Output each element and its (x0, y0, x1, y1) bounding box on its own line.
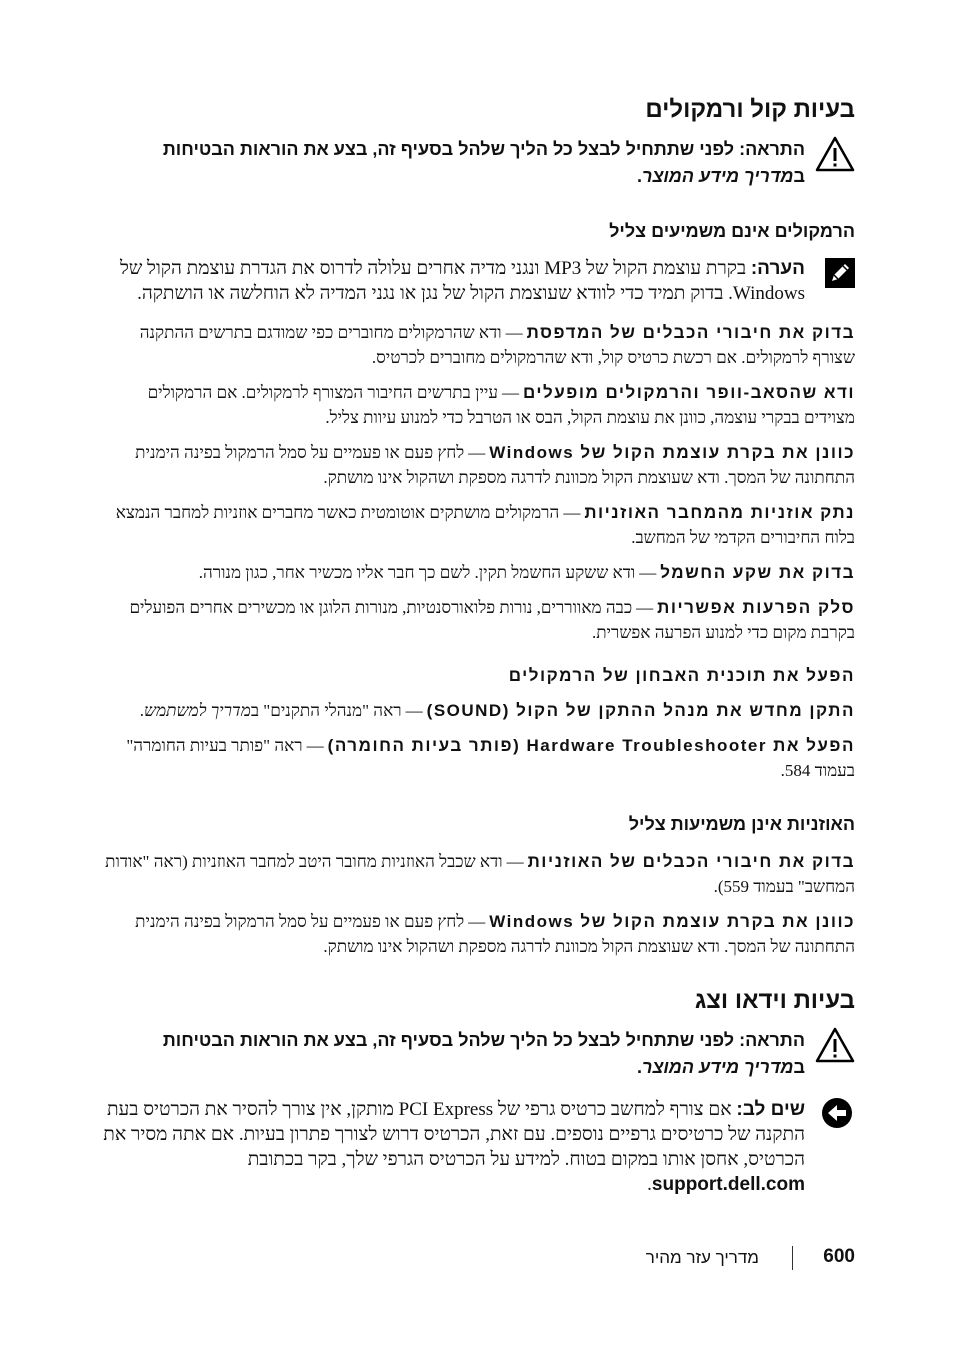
caution-label: שים לב: (736, 1099, 805, 1120)
section-title-audio: בעיות קול ורמקולים (645, 96, 855, 123)
list-item: בדוק את חיבורי הכבלים של המדפסת—ודא שהרמקולים מחוברים כפי שמודגם בתרשים ההתקנה שצורף לרמקולים. אם רכשת כרטיס קול, ודא שהרמקולים מחוברים לכרטיס. (139, 323, 855, 367)
page-footer (95, 1246, 855, 1274)
warning-text: התראה: לפני שתתחיל לבצל כל הליך שלהל בסעיף זה, בצע את הוראות הבטיחות (162, 1030, 805, 1050)
list-item: כוונן את בקרת עוצמת הקול של Windows—לחץ פעם או פעמיים על סמל הרמקול בפינה הימנית התחתונה של המסך. ודא שעוצמת הקול מכוונת לדרגה מספקת ושהקול אינו מושתק. (135, 443, 855, 487)
product-info-guide-ref: מדריך מידע המוצר (642, 166, 794, 186)
section-title-video: בעיות וידאו וצג (694, 987, 855, 1014)
list-item: בדוק את שקע החשמל—ודא ששקע החשמל תקין. לשם כך חבר אליו מכשיר אחר, כגון מנורה. (198, 563, 855, 582)
page-number: 600 (823, 1246, 855, 1267)
product-info-guide-ref: מדריך מידע המוצר (642, 1057, 794, 1077)
warning-notice-video: התראה: לפני שתתחיל לבצל כל הליך שלהל בסעיף זה, בצע את הוראות הבטיחות במדריך מידע המוצר. (95, 1027, 805, 1081)
caution-text: אם צורף למחשב כרטיס גרפי של PCI Express מותקן, אין צורך להסיר את הכרטיס בעת התקנה של כרטיסים גרפיים נוספים. עם זאת, הכרטיס דרוש לצורך פתרון בעיות. אם אתה מסיר את הכרטיס, אחסן אותו במקום בטוח. למידע על הכרטיס הגרפי שלך, בקר בכתובת (103, 1099, 805, 1170)
caution-notice: שים לב: אם צורף למחשב כרטיס גרפי של PCI Express מותקן, אין צורך להסיר את הכרטיס בעת התקנה של כרטיסים גרפיים נוספים. עם זאת, הכרטיס דרוש לצורך פתרון בעיות. אם אתה מסיר את הכרטיס, אחסן אותו במקום בטוח. למידע על הכרטיס הגרפי שלך, בקר בכתובת support.dell.com. (95, 1097, 805, 1197)
warning-notice-audio: התראה: לפני שתתחיל לבצל כל הליך שלהל בסעיף זה, בצע את הוראות הבטיחות במדריך מידע המוצר. (95, 136, 805, 190)
support-link[interactable]: support.dell.com (651, 1174, 805, 1195)
list-item: בדוק את חיבורי הכבלים של האוזניות—ודא שכבל האוזניות מחובר היטב למחבר האוזניות (ראה "אודות המחשב" בעמוד 559). (105, 852, 855, 896)
speakers-heading: הרמקולים אינם משמיעים צליל (609, 221, 855, 241)
footer-separator (792, 1246, 793, 1270)
caution-circle-icon (821, 1097, 853, 1129)
list-item-reinstall: התקן מחדש את מנהל ההתקן של הקול (SOUND)—ראה "מנהלי התקנים" במדריך למשתמש. (139, 701, 855, 720)
note-text: בקרת עוצמת הקול של MP3 ונגני מדיה אחרים עלולה לדרוס את הגדרת עוצמת הקול של Windows. בדוק תמיד כדי לוודא שעוצמת הקול של נגן או נגני המדיה לא הוחלשה או הושתקה. (119, 258, 805, 304)
list-item: נתק אוזניות מהמחבר האוזניות—הרמקולים מושתקים אוטומטית כאשר מחברים אוזניות למחבר הנמצא בלוח החיבורים הקדמי של המחשב. (115, 503, 855, 547)
list-item-troubleshooter: הפעל את Hardware Troubleshooter (פותר בעיות החומרה)—ראה "פותר בעיות החומרה" בעמוד 584. (126, 736, 855, 780)
list-item: סלק הפרעות אפשריות—כבה מאווררים, נורות פלואורסנטיות, מנורות הלוגן או מכשירים אחרים הפועלים בקרבת מקום כדי למנוע הפרעה אפשרית. (129, 598, 855, 642)
page-content (95, 94, 855, 1197)
headphones-heading: האוזניות אינן משמיעות צליל (628, 814, 855, 834)
footer-title: מדריך עזר מהיר (645, 1248, 759, 1267)
warning-triangle-icon (815, 1027, 855, 1063)
diag-heading: הפעל את תוכנית האבחון של הרמקולים (508, 666, 855, 685)
note-notice (95, 256, 805, 306)
note-label: הערה: (750, 258, 805, 279)
list-item: כוונן את בקרת עוצמת הקול של Windows—לחץ פעם או פעמיים על סמל הרמקול בפינה הימנית התחתונה של המסך. ודא שעוצמת הקול מכוונת לדרגה מספקת ושהקול אינו מושתק. (135, 912, 855, 956)
warning-triangle-icon (815, 136, 855, 172)
warning-text: התראה: לפני שתתחיל לבצל כל הליך שלהל בסעיף זה, בצע את הוראות הבטיחות (162, 139, 805, 159)
pencil-note-icon (825, 258, 855, 288)
list-item: ודא שהסאב-וופר והרמקולים מופעלים—עיין בתרשים החיבור המצורף לרמקולים. אם הרמקולים מצוידים בבקרי עוצמה, כוונן את עוצמת הקול, הבס או הטרבל כדי למנוע עיוות צליל. (147, 383, 855, 427)
